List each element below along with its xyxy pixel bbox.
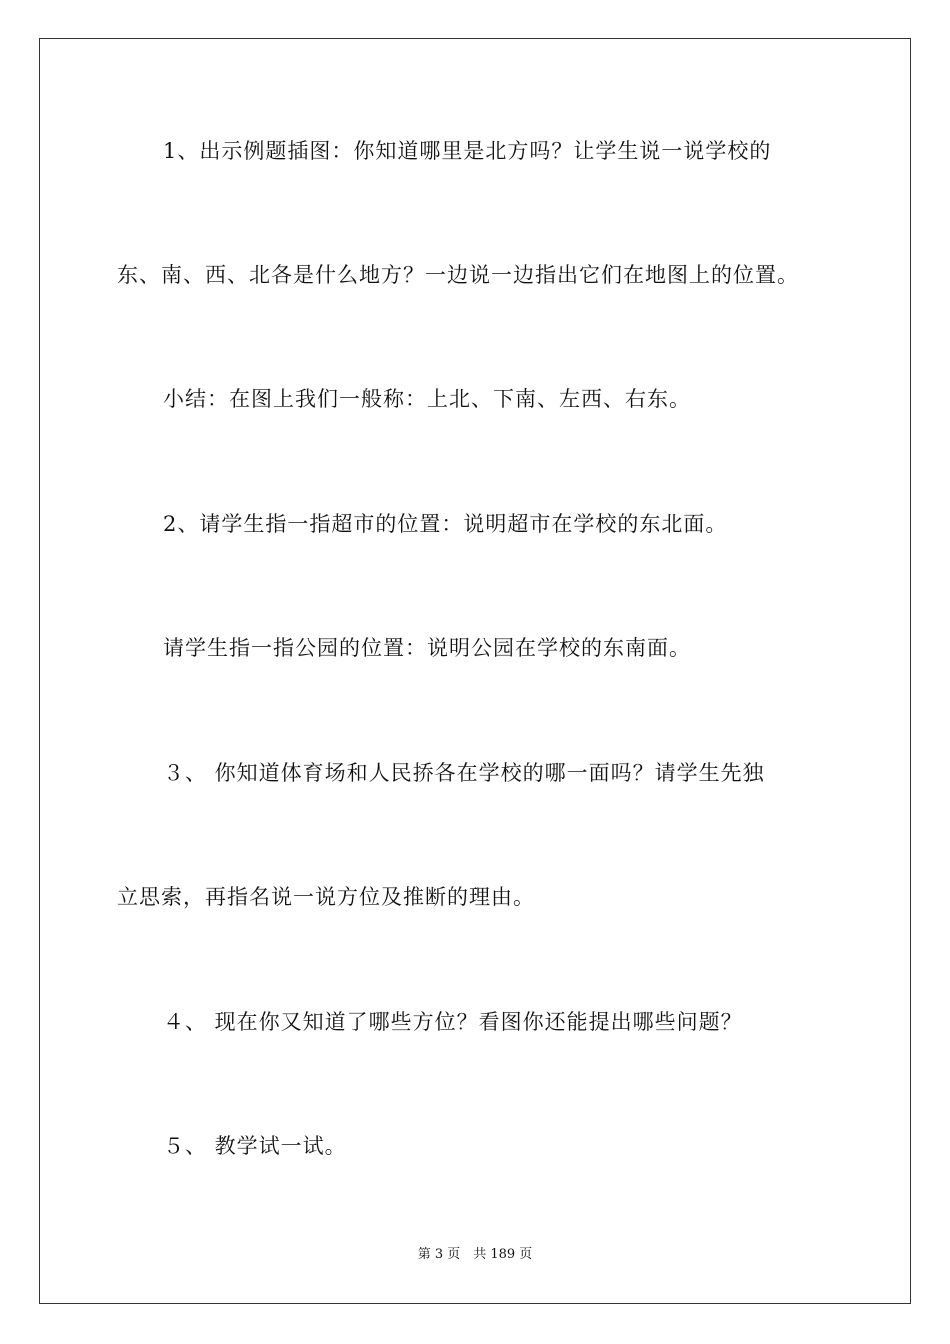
page-frame xyxy=(39,38,911,1304)
paragraph-line-2: 东、南、西、北各是什么地方？一边说一边指出它们在地图上的位置。 xyxy=(117,263,799,287)
paragraph-line-7: 立思索，再指名说一说方位及推断的理由。 xyxy=(117,885,535,909)
paragraph-line-3: 小结：在图上我们一般称：上北、下南、左西、右东。 xyxy=(163,387,691,411)
paragraph-line-8: ４、 现在你又知道了哪些方位？看图你还能提出哪些问题？ xyxy=(163,1010,743,1034)
paragraph-line-1: 1、出示例题插图：你知道哪里是北方吗？让学生说一说学校的 xyxy=(163,139,772,163)
paragraph-line-5: 请学生指一指公园的位置：说明公园在学校的东南面。 xyxy=(163,636,691,660)
paragraph-line-4: 2、请学生指一指超市的位置：说明超市在学校的东北面。 xyxy=(163,512,728,536)
paragraph-line-9: ５、 教学试一试。 xyxy=(163,1134,347,1158)
paragraph-line-6: ３、 你知道体育场和人民挢各在学校的哪一面吗？请学生先独 xyxy=(163,761,765,785)
page-number-footer: 第 3 页 共 189 页 xyxy=(417,1247,533,1262)
